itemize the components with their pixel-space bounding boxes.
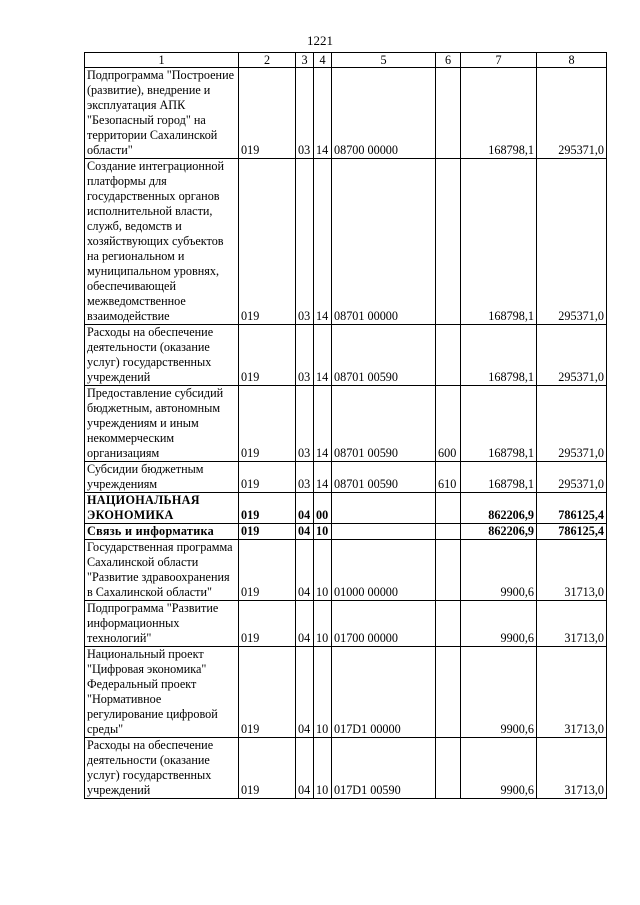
section-code-cell: 04: [296, 601, 314, 647]
row-name-cell: Подпрограмма "Построение (развитие), внедрение и эксплуатация АПК "Безопасный город" на территории Сахалинской области": [85, 68, 239, 159]
section-code-cell: 03: [296, 159, 314, 325]
amount-cell: 31713,0: [537, 540, 607, 601]
ministry-code-cell: 019: [239, 524, 296, 540]
row-name-cell: Связь и информатика: [85, 524, 239, 540]
amount-cell: 295371,0: [537, 386, 607, 462]
section-code-cell: 04: [296, 493, 314, 524]
amount-cell: 295371,0: [537, 462, 607, 493]
row-name-cell: Расходы на обеспечение деятельности (оказание услуг) государственных учреждений: [85, 738, 239, 799]
row-name-cell: Национальный проект "Цифровая экономика" Федеральный проект "Нормативное регулирование цифровой среды": [85, 647, 239, 738]
ministry-code-cell: 019: [239, 601, 296, 647]
column-header: 5: [332, 53, 436, 68]
expense-type-cell: 600: [436, 386, 461, 462]
budget-table: [84, 52, 607, 799]
subsection-code-cell: 14: [314, 68, 332, 159]
section-code-cell: 03: [296, 325, 314, 386]
ministry-code-cell: 019: [239, 159, 296, 325]
table-row: [85, 493, 607, 524]
amount-cell: 9900,6: [461, 540, 537, 601]
amount-cell: 31713,0: [537, 738, 607, 799]
target-article-cell: [332, 493, 436, 524]
expense-type-cell: [436, 524, 461, 540]
page-number: 1221: [307, 33, 333, 48]
expense-type-cell: [436, 325, 461, 386]
expense-type-cell: [436, 159, 461, 325]
amount-cell: 168798,1: [461, 68, 537, 159]
row-name-cell: Субсидии бюджетным учреждениям: [85, 462, 239, 493]
subsection-code-cell: 10: [314, 601, 332, 647]
ministry-code-cell: 019: [239, 738, 296, 799]
target-article-cell: 01700 00000: [332, 601, 436, 647]
column-header: 7: [461, 53, 537, 68]
ministry-code-cell: 019: [239, 540, 296, 601]
table-row: [85, 601, 607, 647]
target-article-cell: 08701 00000: [332, 159, 436, 325]
expense-type-cell: [436, 601, 461, 647]
subsection-code-cell: 00: [314, 493, 332, 524]
target-article-cell: 017D1 00590: [332, 738, 436, 799]
amount-cell: 31713,0: [537, 647, 607, 738]
row-name-cell: Предоставление субсидий бюджетным, автономным учреждениям и иным некоммерческим организациям: [85, 386, 239, 462]
table-row: [85, 159, 607, 325]
target-article-cell: 08701 00590: [332, 462, 436, 493]
table-row: [85, 325, 607, 386]
amount-cell: 862206,9: [461, 524, 537, 540]
ministry-code-cell: 019: [239, 462, 296, 493]
amount-cell: 168798,1: [461, 386, 537, 462]
subsection-code-cell: 10: [314, 738, 332, 799]
target-article-cell: 08701 00590: [332, 325, 436, 386]
expense-type-cell: [436, 647, 461, 738]
section-code-cell: 04: [296, 540, 314, 601]
amount-cell: 295371,0: [537, 325, 607, 386]
target-article-cell: [332, 524, 436, 540]
table-row: [85, 462, 607, 493]
expense-type-cell: [436, 738, 461, 799]
expense-type-cell: 610: [436, 462, 461, 493]
column-header: 8: [537, 53, 607, 68]
row-name-cell: Расходы на обеспечение деятельности (оказание услуг) государственных учреждений: [85, 325, 239, 386]
table-body: [85, 53, 607, 799]
expense-type-cell: [436, 493, 461, 524]
row-name-cell: Государственная программа Сахалинской области "Развитие здравоохранения в Сахалинской области": [85, 540, 239, 601]
table-row: [85, 68, 607, 159]
amount-cell: 9900,6: [461, 738, 537, 799]
expense-type-cell: [436, 540, 461, 601]
ministry-code-cell: 019: [239, 325, 296, 386]
target-article-cell: 08700 00000: [332, 68, 436, 159]
table-row: [85, 647, 607, 738]
target-article-cell: 01000 00000: [332, 540, 436, 601]
table-header-row: [85, 53, 607, 68]
subsection-code-cell: 14: [314, 325, 332, 386]
amount-cell: 786125,4: [537, 493, 607, 524]
subsection-code-cell: 10: [314, 524, 332, 540]
ministry-code-cell: 019: [239, 386, 296, 462]
subsection-code-cell: 14: [314, 159, 332, 325]
amount-cell: 295371,0: [537, 159, 607, 325]
column-header: 1: [85, 53, 239, 68]
section-code-cell: 03: [296, 68, 314, 159]
column-header: 6: [436, 53, 461, 68]
section-code-cell: 04: [296, 647, 314, 738]
row-name-cell: Подпрограмма "Развитие информационных технологий": [85, 601, 239, 647]
subsection-code-cell: 14: [314, 386, 332, 462]
row-name-cell: НАЦИОНАЛЬНАЯ ЭКОНОМИКА: [85, 493, 239, 524]
subsection-code-cell: 14: [314, 462, 332, 493]
amount-cell: 31713,0: [537, 601, 607, 647]
subsection-code-cell: 10: [314, 647, 332, 738]
section-code-cell: 04: [296, 524, 314, 540]
amount-cell: 786125,4: [537, 524, 607, 540]
amount-cell: 168798,1: [461, 462, 537, 493]
amount-cell: 9900,6: [461, 601, 537, 647]
ministry-code-cell: 019: [239, 68, 296, 159]
column-header: 3: [296, 53, 314, 68]
amount-cell: 9900,6: [461, 647, 537, 738]
amount-cell: 862206,9: [461, 493, 537, 524]
subsection-code-cell: 10: [314, 540, 332, 601]
section-code-cell: 04: [296, 738, 314, 799]
section-code-cell: 03: [296, 386, 314, 462]
ministry-code-cell: 019: [239, 647, 296, 738]
column-header: 2: [239, 53, 296, 68]
target-article-cell: 08701 00590: [332, 386, 436, 462]
amount-cell: 168798,1: [461, 159, 537, 325]
target-article-cell: 017D1 00000: [332, 647, 436, 738]
ministry-code-cell: 019: [239, 493, 296, 524]
table-row: [85, 540, 607, 601]
amount-cell: 295371,0: [537, 68, 607, 159]
expense-type-cell: [436, 68, 461, 159]
amount-cell: 168798,1: [461, 325, 537, 386]
row-name-cell: Создание интеграционной платформы для государственных органов исполнительной власти, служб, ведомств и хозяйствующих субъектов на региональном и муниципальном уровнях, обеспечивающей межведомственное взаимодействие: [85, 159, 239, 325]
table-row: [85, 738, 607, 799]
section-code-cell: 03: [296, 462, 314, 493]
table-row: [85, 386, 607, 462]
column-header: 4: [314, 53, 332, 68]
table-row: [85, 524, 607, 540]
